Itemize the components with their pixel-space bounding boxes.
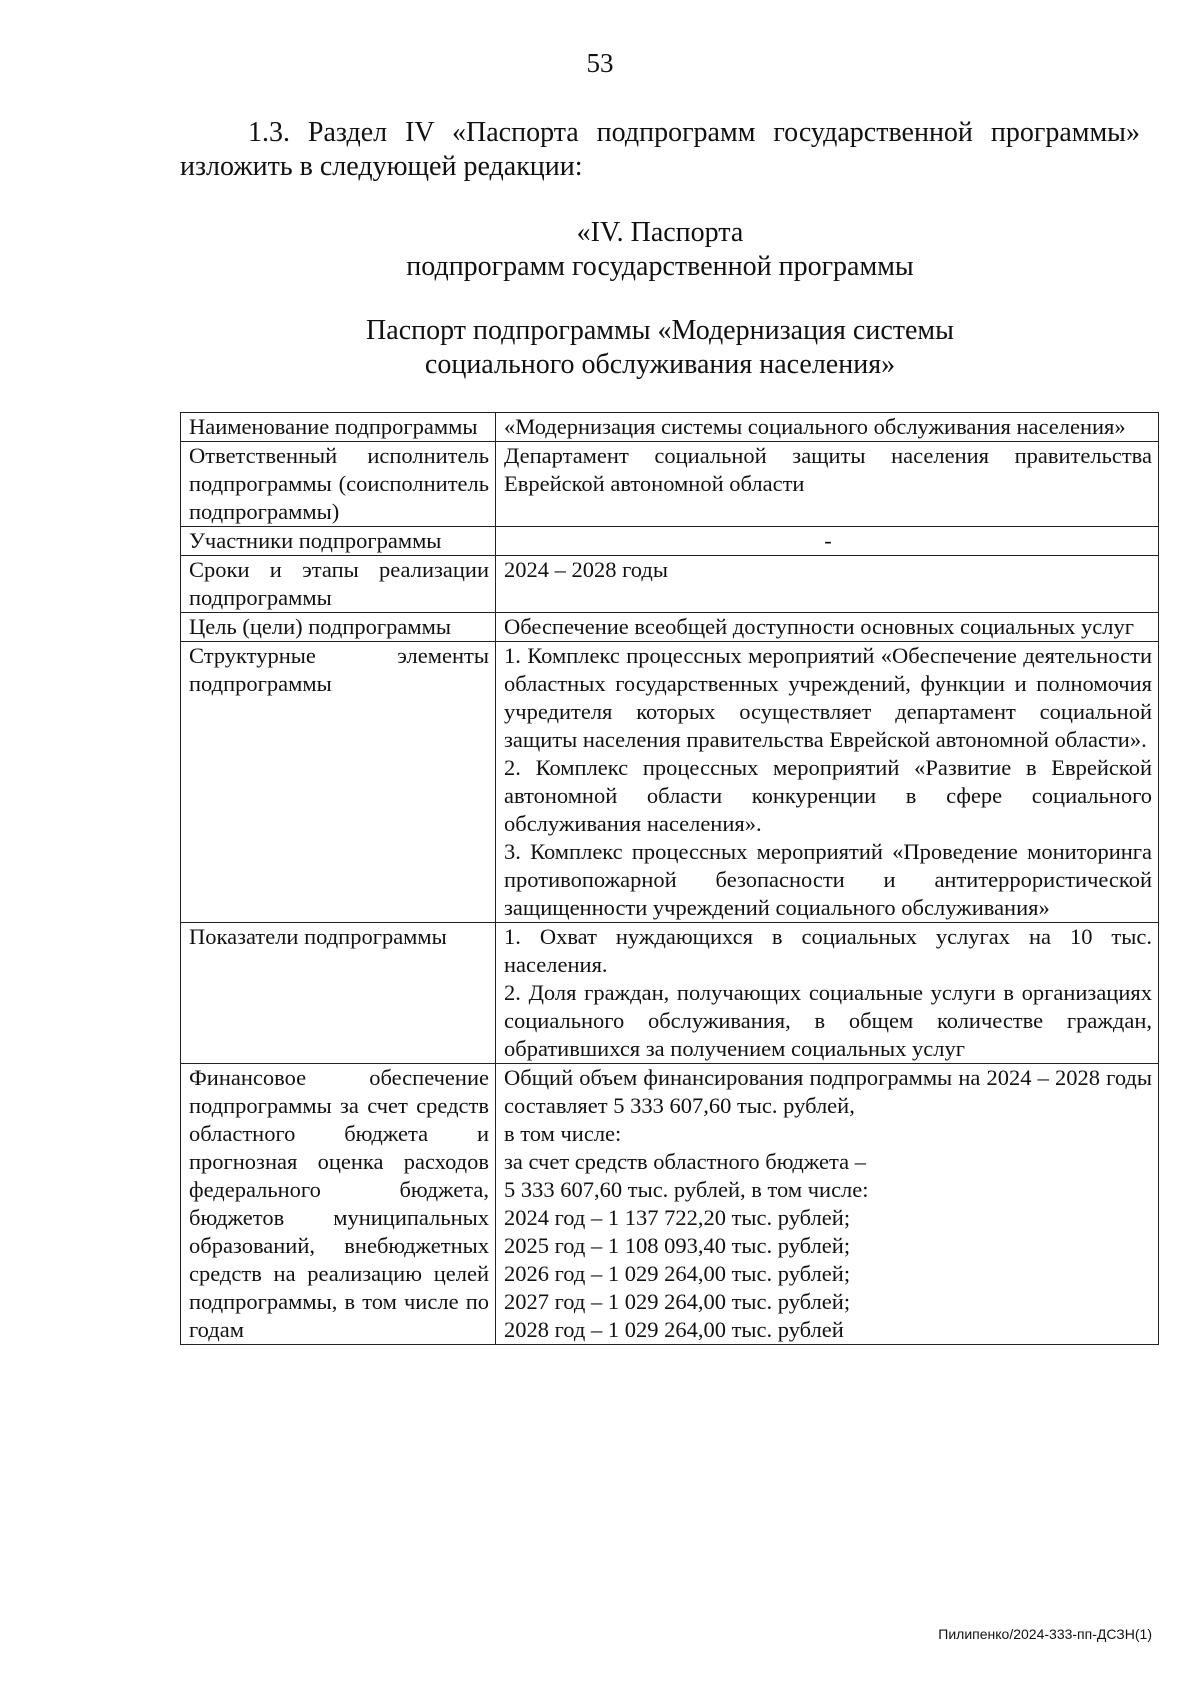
financing-year-2027: 2027 год – 1 029 264,00 тыс. рублей; [504,1289,851,1314]
section-heading [180,216,1140,284]
row-label: Структурные элементы подпрограммы [181,642,496,923]
passport-heading-line-2: социального обслуживания населения» [424,349,896,380]
row-value [496,923,1159,1064]
row-value-text: - [824,528,832,553]
passport-table [180,412,1159,1345]
row-value [496,527,1159,556]
table-row [181,642,1159,923]
row-value [496,442,1159,527]
table-row [181,527,1159,556]
row-value [496,413,1159,442]
row-value-text: «Модернизация системы социального обслуживания населения» [504,414,1126,439]
footer-document-code: Пилипенко/2024-333-пп-ДСЗН(1) [938,1626,1152,1642]
financing-year-2024: 2024 год – 1 137 722,20 тыс. рублей; [504,1205,851,1230]
table-row [181,613,1159,642]
indicator-2: 2. Доля граждан, получающих социальные услуги в организациях социального обслуживания, в общем количестве граждан, обратившихся за получением социальных услуг [504,980,1152,1061]
intro-paragraph [180,116,1140,184]
section-heading-line-1: «IV. Паспорта [576,217,744,248]
structural-element-2: 2. Комплекс процессных мероприятий «Развитие в Еврейской автономной области конкуренции в сфере социального обслуживания населения». [504,755,1152,836]
row-label: Цель (цели) подпрограммы [181,613,496,642]
financing-year-2028: 2028 год – 1 029 264,00 тыс. рублей [504,1317,844,1342]
intro-text: 1.3. Раздел IV «Паспорта подпрограмм государственной программы» изложить в следующей редакции: [180,117,1140,182]
indicator-1: 1. Охват нуждающихся в социальных услугах на 10 тыс. населения. [504,924,1152,977]
row-label: Показатели подпрограммы [181,923,496,1064]
financing-line: 5 333 607,60 тыс. рублей, в том числе: [504,1177,869,1202]
financing-year-2025: 2025 год – 1 108 093,40 тыс. рублей; [504,1233,851,1258]
row-label: Ответственный исполнитель подпрограммы (соисполнитель подпрограммы) [181,442,496,527]
row-label: Участники подпрограммы [181,527,496,556]
table-row [181,1064,1159,1345]
row-value-text: 2024 – 2028 годы [504,557,668,582]
row-value [496,613,1159,642]
structural-element-3: 3. Комплекс процессных мероприятий «Проведение мониторинга противопожарной безопасности и антитеррористической защищенности учреждений социального обслуживания» [504,839,1152,920]
row-value-text: Департамент социальной защиты населения правительства Еврейской автономной области [504,443,1152,496]
row-value-text: Обеспечение всеобщей доступности основных социальных услуг [504,614,1134,639]
passport-heading-line-1: Паспорт подпрограммы «Модернизация системы [366,315,954,346]
section-heading-line-2: подпрограмм государственной программы [406,251,914,282]
row-value [496,556,1159,613]
row-label: Сроки и этапы реализации подпрограммы [181,556,496,613]
financing-line: в том числе: [504,1121,622,1146]
financing-line: за счет средств областного бюджета – [504,1149,867,1174]
table-row [181,413,1159,442]
table-row [181,442,1159,527]
row-value [496,1064,1159,1345]
row-label: Наименование подпрограммы [181,413,496,442]
financing-year-2026: 2026 год – 1 029 264,00 тыс. рублей; [504,1261,851,1286]
row-label: Финансовое обеспечение подпрограммы за счет средств областного бюджета и прогнозная оценка расходов федерального бюджета, бюджетов муниципальных образований, внебюджетных средств на реализацию целей подпрограммы, в том числе по годам [181,1064,496,1345]
passport-heading [180,314,1140,382]
table-row [181,556,1159,613]
table-row [181,923,1159,1064]
structural-element-1: 1. Комплекс процессных мероприятий «Обеспечение деятельности областных государственных учреждений, функции и полномочия учредителя которых осуществляет департамент социальной защиты населения правительства Еврейской автономной области». [504,643,1152,752]
row-value [496,642,1159,923]
page-number: 53 [586,48,614,78]
financing-total: Общий объем финансирования подпрограммы на 2024 – 2028 годы составляет 5 333 607,60 тыс. рублей, [504,1065,1152,1118]
